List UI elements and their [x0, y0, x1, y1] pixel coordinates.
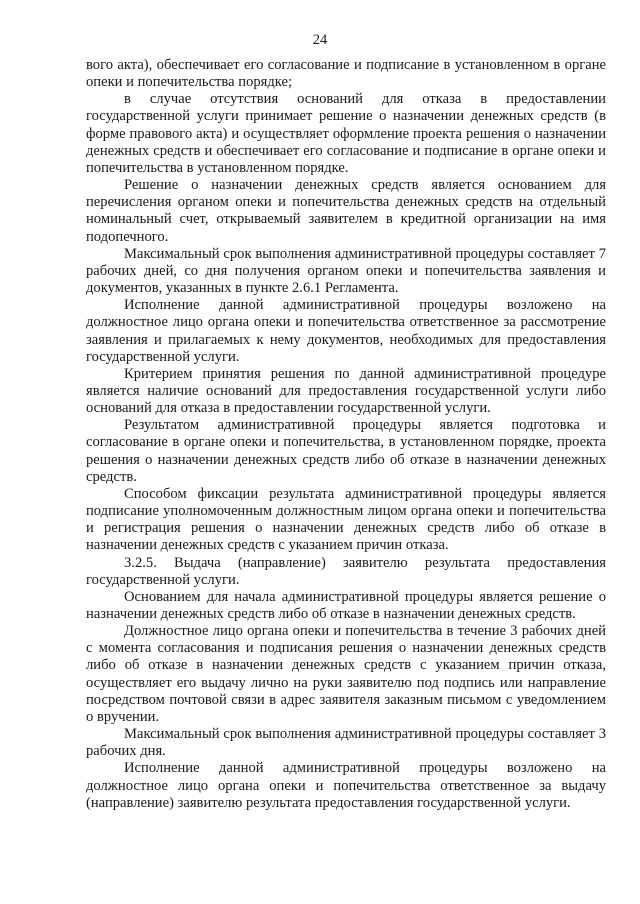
- paragraph: Максимальный срок выполнения административной процедуры составляет 3 рабочих дня.: [86, 726, 606, 760]
- paragraph: вого акта), обеспечивает его согласование и подписание в установленном в органе опеки и попечительства порядке;: [86, 57, 606, 91]
- paragraph: Исполнение данной административной процедуры возложено на должностное лицо органа опеки и попечительства ответственное за выдачу (направление) заявителю результата предоставления государственной услуги.: [86, 760, 606, 811]
- paragraph: Критерием принятия решения по данной административной процедуре является наличие оснований для предоставления государственной услуги либо оснований для отказа в предоставлении государственной услуги.: [86, 365, 606, 417]
- paragraph: в случае отсутствия оснований для отказа в предоставлении государственной услуги принимает решение о назначении денежных средств (в форме правового акта) и осуществляет оформление проекта решения о назначении денежных средств и обеспечивает его согласование и подписание в органе опеки и попечительства в установленном порядке.: [86, 91, 606, 176]
- page-number: 24: [312, 32, 328, 48]
- paragraph: Решение о назначении денежных средств является основанием для перечисления органом опеки и попечительства денежных средств на отдельный номинальный счет, открываемый заявителем в кредитной организации на имя подопечного.: [86, 177, 606, 245]
- paragraph: Результатом административной процедуры является подготовка и согласование в органе опеки и попечительства, в установленном порядке, проекта решения о назначении денежных средств либо об отказе в назначении денежных средств.: [86, 417, 606, 485]
- section-heading: 3.2.5. Выдача (направление) заявителю результата предоставления государственной услуги.: [86, 554, 606, 588]
- paragraph: Основанием для начала административной процедуры является решение о назначении денежных средств либо об отказе в назначении денежных средств.: [86, 588, 606, 622]
- paragraph: Способом фиксации результата административной процедуры является подписание уполномоченным должностным лицом органа опеки и попечительства и регистрация решения о назначении денежных средств либо об отказе в назначении денежных средств с указанием причин отказа.: [86, 485, 606, 554]
- paragraph: Должностное лицо органа опеки и попечительства в течение 3 рабочих дней с момента согласования и подписания решения о назначении денежных средств либо об отказе в назначении денежных средств с указанием причин отказа, осуществляет его выдачу лично на руки заявителю под подпись или направление посредством почтовой связи в адрес заявителя заказным письмом с уведомлением о вручении.: [86, 623, 606, 725]
- paragraph: Исполнение данной административной процедуры возложено на должностное лицо органа опеки и попечительства ответственное за рассмотрение заявления и прилагаемых к нему документов, необходимых для предоставления государственной услуги.: [86, 297, 606, 365]
- document-body: [86, 57, 606, 812]
- paragraph: Максимальный срок выполнения административной процедуры составляет 7 рабочих дней, со дня получения органом опеки и попечительства заявления и документов, указанных в пункте 2.6.1 Регламента.: [86, 245, 606, 297]
